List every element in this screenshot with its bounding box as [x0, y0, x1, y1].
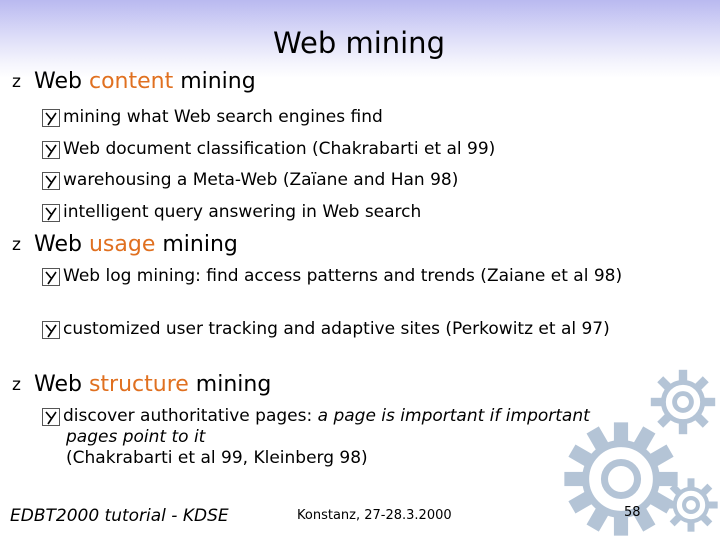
list-item: Web document classification (Chakrabarti et al 99) [42, 139, 672, 160]
checkbox-y-icon [42, 109, 60, 127]
page-number: 58 [624, 505, 641, 520]
checkbox-y-icon [42, 408, 60, 426]
accent-keyword: content [88, 69, 174, 94]
section-bullet: z [12, 235, 21, 255]
section-content-mining: z Web content mining [12, 69, 256, 94]
checkbox-y-icon [42, 141, 60, 159]
list-item: warehousing a Meta-Web (Zaïane and Han 98) [42, 170, 672, 191]
accent-keyword: structure [88, 372, 189, 397]
list-item: Web log mining: find access patterns and trends (Zaiane et al 98) [42, 266, 662, 287]
checkbox-y-icon [42, 204, 60, 222]
slide-title: Web mining [273, 26, 445, 60]
list-item: customized user tracking and adaptive sites (Perkowitz et al 97) [42, 319, 662, 340]
accent-keyword: usage [88, 232, 156, 257]
list-item: mining what Web search engines find [42, 107, 672, 128]
checkbox-y-icon [42, 268, 60, 286]
checkbox-y-icon [42, 321, 60, 339]
section-usage-mining: z Web usage mining [12, 232, 238, 257]
gear-icon [662, 470, 720, 540]
section-bullet: z [12, 72, 21, 92]
section-bullet: z [12, 375, 21, 395]
checkbox-y-icon [42, 172, 60, 190]
section-structure-mining: z Web structure mining [12, 372, 272, 397]
list-item: intelligent query answering in Web search [42, 202, 672, 223]
footer-tutorial-label: EDBT2000 tutorial - KDSE [10, 506, 229, 526]
footer-location-date: Konstanz, 27-28.3.2000 [297, 508, 452, 523]
list-item: discover authoritative pages: a page is important if important pages point to it (Chakrabarti et al 99, Kleinberg 98) [42, 406, 602, 469]
